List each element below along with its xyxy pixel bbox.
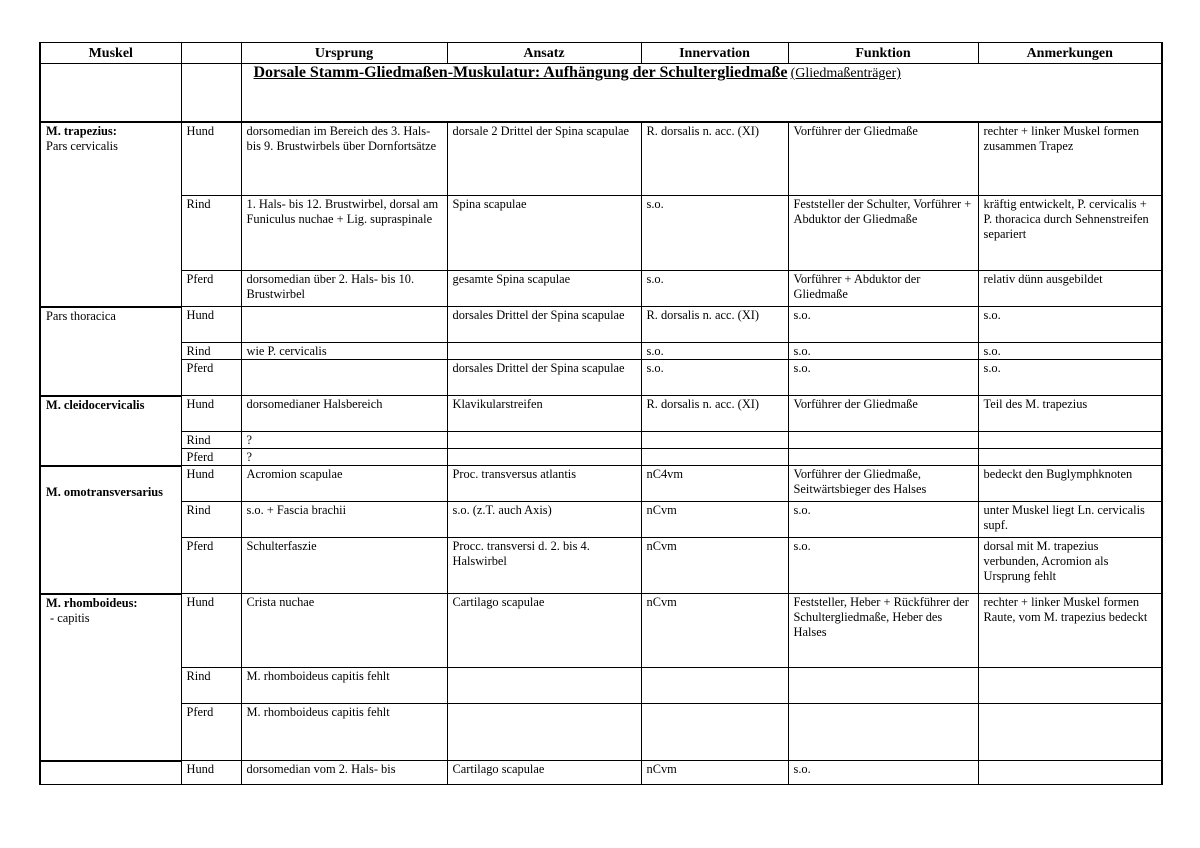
table-row [40,538,1162,594]
anmerkungen-cell [978,432,1162,449]
innervation-cell: R. dorsalis n. acc. (XI) [641,122,788,196]
anmerkungen-cell: s.o. [978,360,1162,396]
anmerkungen-cell: relativ dünn ausgebildet [978,271,1162,307]
ansatz-cell: Klavikularstreifen [447,396,641,432]
anmerkungen-cell [978,449,1162,466]
table-row [40,449,1162,466]
header-row [40,43,1162,64]
innervation-cell [641,704,788,761]
ansatz-cell: Cartilago scapulae [447,761,641,785]
muscle-part: Pars thoracica [46,308,116,323]
ursprung-cell [241,360,447,396]
table-row [40,594,1162,668]
ursprung-cell: Acromion scapulae [241,466,447,502]
ansatz-cell [447,668,641,704]
funktion-cell: s.o. [788,761,978,785]
ansatz-cell: Procc. transversi d. 2. bis 4. Halswirbel [447,538,641,594]
funktion-cell [788,432,978,449]
table-row [40,502,1162,538]
funktion-cell [788,449,978,466]
section-row [40,64,1162,122]
ursprung-cell [241,307,447,343]
header-ursprung: Ursprung [241,43,447,64]
funktion-cell: s.o. [788,343,978,360]
ansatz-cell: dorsale 2 Drittel der Spina scapulae [447,122,641,196]
anmerkungen-cell: Teil des M. trapezius [978,396,1162,432]
muscle-cell-trapezius [40,122,181,307]
innervation-cell: s.o. [641,271,788,307]
innervation-cell: nCvm [641,761,788,785]
species-cell: Rind [181,668,241,704]
ursprung-cell: wie P. cervicalis [241,343,447,360]
ansatz-cell: Spina scapulae [447,196,641,271]
header-muskel: Muskel [40,43,181,64]
muscle-name: M. rhomboideus: [46,595,138,610]
funktion-cell: Vorführer der Gliedmaße [788,122,978,196]
species-cell: Rind [181,502,241,538]
ursprung-cell: dorsomedian im Bereich des 3. Hals- bis 9. Brustwirbels über Dornfortsätze [241,122,447,196]
anmerkungen-cell [978,668,1162,704]
innervation-cell: s.o. [641,360,788,396]
anmerkungen-cell: s.o. [978,343,1162,360]
muscle-cell-thoracica [40,307,181,396]
innervation-cell: nCvm [641,502,788,538]
header-funktion: Funktion [788,43,978,64]
ursprung-cell: M. rhomboideus capitis fehlt [241,704,447,761]
table-row [40,122,1162,196]
ursprung-cell: 1. Hals- bis 12. Brustwirbel, dorsal am Funiculus nuchae + Lig. supraspinale [241,196,447,271]
funktion-cell: s.o. [788,307,978,343]
header-anmerkungen: Anmerkungen [978,43,1162,64]
muscle-cell-cleidocervicalis [40,396,181,466]
funktion-cell: s.o. [788,502,978,538]
innervation-cell: nC4vm [641,466,788,502]
anmerkungen-cell: rechter + linker Muskel formen zusammen Trapez [978,122,1162,196]
header-species [181,43,241,64]
muscle-cell-omotransversarius [40,466,181,594]
section-subtitle: (Gliedmaßenträger) [790,66,901,81]
species-cell: Hund [181,396,241,432]
ursprung-cell: Schulterfaszie [241,538,447,594]
ansatz-cell [447,704,641,761]
section-title: Dorsale Stamm-Gliedmaßen-Muskulatur: Aufhängung der Schultergliedmaße [253,64,788,81]
section-title-cell [241,64,1162,122]
ursprung-cell: dorsomedianer Halsbereich [241,396,447,432]
species-cell: Rind [181,343,241,360]
funktion-cell [788,704,978,761]
ansatz-cell [447,343,641,360]
muscle-table [39,42,1163,785]
ansatz-cell [447,449,641,466]
table-row [40,668,1162,704]
species-cell: Hund [181,122,241,196]
ansatz-cell: dorsales Drittel der Spina scapulae [447,360,641,396]
muscle-cell-rhomboideus [40,594,181,761]
funktion-cell: Vorführer der Gliedmaße [788,396,978,432]
ursprung-cell: s.o. + Fascia brachii [241,502,447,538]
species-cell: Pferd [181,704,241,761]
ansatz-cell: Cartilago scapulae [447,594,641,668]
table-row [40,307,1162,343]
funktion-cell: Vorführer der Gliedmaße, Seitwärtsbieger des Halses [788,466,978,502]
ansatz-cell: s.o. (z.T. auch Axis) [447,502,641,538]
innervation-cell: s.o. [641,343,788,360]
ursprung-cell: ? [241,449,447,466]
innervation-cell [641,432,788,449]
species-cell: Rind [181,432,241,449]
header-innervation: Innervation [641,43,788,64]
funktion-cell: Vorführer + Abduktor der Gliedmaße [788,271,978,307]
ursprung-cell: ? [241,432,447,449]
funktion-cell: s.o. [788,538,978,594]
funktion-cell: Feststeller, Heber + Rückführer der Schultergliedmaße, Heber des Halses [788,594,978,668]
anmerkungen-cell: kräftig entwickelt, P. cervicalis + P. thoracica durch Sehnenstreifen separiert [978,196,1162,271]
muscle-name: M. cleidocervicalis [46,397,145,412]
table-row [40,704,1162,761]
ursprung-cell: M. rhomboideus capitis fehlt [241,668,447,704]
table-row [40,396,1162,432]
innervation-cell: s.o. [641,196,788,271]
species-cell: Hund [181,307,241,343]
table-row [40,432,1162,449]
innervation-cell: R. dorsalis n. acc. (XI) [641,396,788,432]
ursprung-cell: dorsomedian vom 2. Hals- bis [241,761,447,785]
table-row [40,196,1162,271]
muscle-name: M. omotransversarius [46,484,164,499]
species-cell: Pferd [181,538,241,594]
anmerkungen-cell: rechter + linker Muskel formen Raute, vom M. trapezius bedeckt [978,594,1162,668]
muscle-name: M. trapezius: [46,123,117,138]
anmerkungen-cell [978,761,1162,785]
ansatz-cell: Proc. transversus atlantis [447,466,641,502]
muscle-part: - capitis [50,610,90,625]
ansatz-cell [447,432,641,449]
species-cell: Pferd [181,449,241,466]
ansatz-cell: gesamte Spina scapulae [447,271,641,307]
funktion-cell [788,668,978,704]
muscle-cell-empty [40,761,181,785]
innervation-cell: R. dorsalis n. acc. (XI) [641,307,788,343]
ursprung-cell: Crista nuchae [241,594,447,668]
species-cell: Hund [181,466,241,502]
species-cell: Hund [181,761,241,785]
innervation-cell [641,449,788,466]
funktion-cell: s.o. [788,360,978,396]
header-ansatz: Ansatz [447,43,641,64]
muscle-part: Pars cervicalis [46,138,118,153]
species-cell: Hund [181,594,241,668]
table-row [40,271,1162,307]
funktion-cell: Feststeller der Schulter, Vorführer + Abduktor der Gliedmaße [788,196,978,271]
ansatz-cell: dorsales Drittel der Spina scapulae [447,307,641,343]
table-row [40,343,1162,360]
table-row [40,360,1162,396]
anmerkungen-cell: s.o. [978,307,1162,343]
ursprung-cell: dorsomedian über 2. Hals- bis 10. Brustwirbel [241,271,447,307]
anmerkungen-cell: unter Muskel liegt Ln. cervicalis supf. [978,502,1162,538]
innervation-cell: nCvm [641,538,788,594]
innervation-cell: nCvm [641,594,788,668]
species-cell: Pferd [181,360,241,396]
anmerkungen-cell [978,704,1162,761]
species-cell: Pferd [181,271,241,307]
table-row [40,466,1162,502]
species-cell: Rind [181,196,241,271]
anmerkungen-cell: dorsal mit M. trapezius verbunden, Acromion als Ursprung fehlt [978,538,1162,594]
table-row [40,761,1162,785]
innervation-cell [641,668,788,704]
anmerkungen-cell: bedeckt den Buglymphknoten [978,466,1162,502]
